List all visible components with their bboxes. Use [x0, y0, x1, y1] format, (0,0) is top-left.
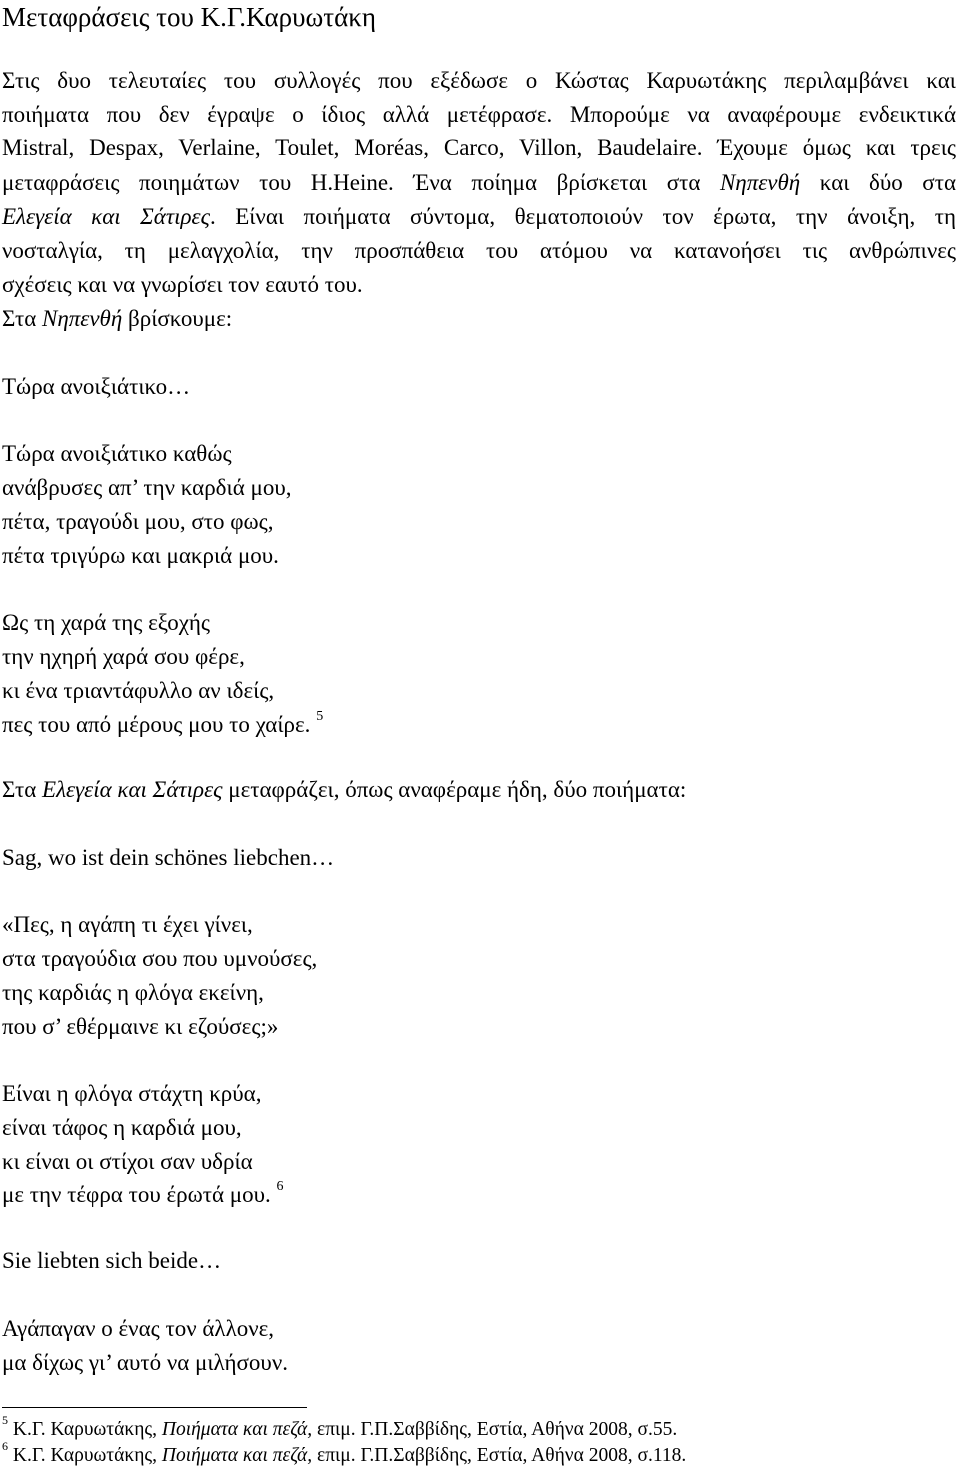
poem-2-line: [2, 1180, 956, 1210]
intro-line-8: [2, 304, 956, 334]
book-title-nipenthi: Νηπενθή: [42, 306, 123, 331]
footnote-text: Κ.Γ. Καρυωτάκης,: [12, 1445, 162, 1466]
intro-line-5: [2, 202, 956, 232]
book-title-nipenthi: Νηπενθή: [719, 170, 801, 195]
bridge-text: μεταφράζει, όπως αναφέραμε ήδη, δύο ποιήματα:: [222, 777, 687, 802]
intro-text: Στα: [2, 306, 43, 331]
ellipsis: …: [167, 374, 193, 399]
footnote-text: επιμ. Γ.Π.Σαββίδης, Εστία, Αθήνα 2008, σ.55.: [312, 1419, 678, 1440]
poem-2-line: της καρδιάς η φλόγα εκείνη,: [2, 980, 264, 1005]
footnote-text: επιμ. Γ.Π.Σαββίδης, Εστία, Αθήνα 2008, σ.118.: [312, 1445, 687, 1466]
poem-1-line: κι ένα τριαντάφυλλο αν ιδείς,: [2, 678, 275, 703]
intro-line-2: ποιήματα που δεν έγραψε ο ίδιος αλλά μετέφρασε. Μπορούμε να αναφέρουμε ενδεικτικά: [2, 102, 956, 127]
footnote-book-title: Ποιήματα και πεζά,: [161, 1445, 313, 1466]
footnote-number: 5: [2, 1412, 8, 1427]
ellipsis: …: [198, 1248, 224, 1273]
poem-3-line: μα δίχως γι’ αυτό να μιλήσουν.: [2, 1350, 288, 1375]
poem-line-text: πες του από μέρους μου το χαίρε.: [2, 712, 311, 737]
footnote-text: Κ.Γ. Καρυωτάκης,: [12, 1419, 162, 1440]
poem-2-line: «Πες, η αγάπη τι έχει γίνει,: [2, 912, 253, 937]
intro-text: . Είναι ποιήματα σύντομα, θεματοποιούν τον έρωτα, την άνοιξη, τη: [209, 204, 956, 229]
page-title: Μεταφράσεις του Κ.Γ.Καρυωτάκη: [2, 2, 376, 32]
poem-1-line: πέτα, τραγούδι μου, στο φως,: [2, 509, 274, 534]
poem-title-text: Sag, wo ist dein schönes liebchen: [2, 845, 312, 870]
poem-2-line: στα τραγούδια σου που υμνούσες,: [2, 946, 318, 971]
intro-text: βρίσκουμε:: [122, 306, 233, 331]
intro-line-7: σχέσεις και να γνωρίσει τον εαυτό του.: [2, 272, 363, 297]
footnote-6: [2, 1438, 687, 1468]
ellipsis: …: [311, 845, 337, 870]
footnote-ref-5[interactable]: 5: [316, 709, 324, 725]
footnote-ref-6[interactable]: 6: [276, 1179, 284, 1195]
poem-2-line: Είναι η φλόγα στάχτη κρύα,: [2, 1081, 262, 1106]
intro-line-6: νοσταλγία, τη μελαγχολία, την προσπάθεια του ατόμου να κατανοήσει τις ανθρώπινες: [2, 238, 956, 263]
poem-2-line: κι είναι οι στίχοι σαν υδρία: [2, 1149, 253, 1174]
book-title-elegeia: Ελεγεία και Σάτιρες: [42, 777, 223, 802]
poem-2-line: που σ’ εθέρμαινε κι εζούσες;»: [2, 1014, 279, 1039]
poem-1-line: Τώρα ανοιξιάτικο καθώς: [2, 441, 232, 466]
poem-3-title: [2, 1246, 956, 1276]
poem-title-text: Sie liebten sich beide: [2, 1248, 199, 1273]
poem-1-line: Ως τη χαρά της εξοχής: [2, 610, 211, 635]
intro-line-4: [2, 168, 956, 198]
poem-1-line: πέτα τριγύρω και μακριά μου.: [2, 543, 279, 568]
poem-3-line: Αγάπαγαν ο ένας τον άλλονε,: [2, 1316, 275, 1341]
bridge-sentence: [2, 775, 956, 805]
footnote-separator: [2, 1407, 307, 1408]
footnote-book-title: Ποιήματα και πεζά,: [161, 1419, 313, 1440]
intro-line-1: Στις δυο τελευταίες του συλλογές που εξέδωσε ο Κώστας Καρυωτάκης περιλαμβάνει και: [2, 68, 956, 93]
poem-2-title: [2, 843, 956, 873]
poem-2-line: είναι τάφος η καρδιά μου,: [2, 1115, 242, 1140]
intro-text: μεταφράσεις ποιημάτων του H.Heine. Ένα ποίημα βρίσκεται στα: [2, 170, 720, 195]
poem-1-line: [2, 710, 956, 740]
footnote-number: 6: [2, 1438, 8, 1453]
poem-1-line: την ηχηρή χαρά σου φέρε,: [2, 644, 245, 669]
intro-text: και δύο στα: [800, 170, 956, 195]
poem-1-line: ανάβρυσες απ’ την καρδιά μου,: [2, 475, 292, 500]
book-title-elegeia: Ελεγεία και Σάτιρες: [2, 204, 210, 229]
intro-line-3: Mistral, Despax, Verlaine, Toulet, Moréas, Carco, Villon, Baudelaire. Έχουμε όμως και τρεις: [2, 135, 956, 160]
poem-1-title: [2, 372, 956, 402]
poem-title-text: Τώρα ανοιξιάτικο: [2, 374, 168, 399]
footnote-5: [2, 1412, 678, 1442]
bridge-text: Στα: [2, 777, 43, 802]
poem-line-text: με την τέφρα του έρωτά μου.: [2, 1182, 271, 1207]
